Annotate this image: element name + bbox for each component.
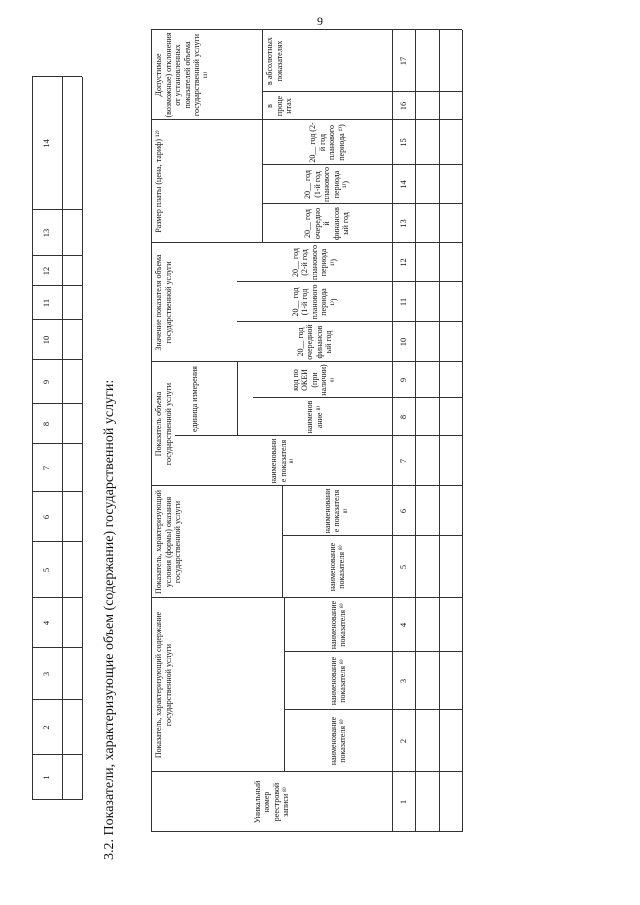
top-table-col-number: 10	[41, 335, 52, 345]
header-indicator-name: наименование показателя ⁸⁾	[328, 656, 347, 706]
column-number: 16	[397, 101, 408, 111]
column-number: 9	[397, 377, 408, 383]
table-rule	[439, 30, 440, 832]
header-conditions-group: Показатель, характеризующий условия (формы) оказания государственной услуги	[154, 489, 182, 595]
header-content-group: Показатель, характеризующий содержание государственной услуги	[154, 611, 173, 759]
column-number: 12	[397, 258, 408, 267]
top-table-col-number: 11	[41, 298, 52, 308]
header-indicator-name: наименование показателя ⁸⁾	[322, 488, 351, 534]
header-fee-year-current: 20__ год очередной финансовый год	[303, 207, 351, 240]
column-number: 13	[397, 219, 408, 228]
top-table-col-number: 14	[41, 139, 52, 148]
header-unit-group: единица измерения	[190, 366, 200, 432]
top-table-col-number: 4	[41, 620, 52, 626]
header-value-year-current: 20__ год очередной финансовый год	[295, 324, 333, 360]
column-number: 2	[397, 738, 408, 744]
header-okei-code: код по ОКЕИ (при наличии) ⁹⁾	[290, 364, 338, 396]
header-indicator-name: наименование показателя ⁸⁾	[328, 600, 347, 650]
header-deviation-absolute: в абсолютных показателях	[265, 37, 284, 85]
header-value-group: Значение показателя объема государственной услуги	[154, 254, 173, 351]
column-number: 11	[397, 297, 408, 307]
header-indicator-name: наименование показателя ⁸⁾	[327, 542, 346, 592]
header-unit-name: наименование ⁸⁾	[305, 400, 324, 434]
header-value-year-2: 20__ год (2-й год планового периода ¹⁾)	[290, 245, 338, 280]
header-fee-group: Размер платы (цена, тариф) ¹²⁾	[154, 130, 163, 233]
header-deviation-percent: в процентах	[265, 95, 293, 117]
column-number: 1	[397, 799, 408, 805]
top-table-col-number: 2	[41, 725, 52, 730]
column-number: 17	[397, 56, 408, 66]
top-table-col-number: 3	[41, 671, 52, 677]
table-rule	[462, 30, 463, 832]
section-heading: 3.2. Показатели, характеризующие объем (содержание) государственной услуги:	[102, 379, 117, 860]
column-number: 5	[397, 564, 408, 570]
header-deviation-group: Допустимые (возможные) отклонения от установленных показателей объема государственной услуги ¹¹⁾	[154, 32, 211, 118]
table-rule	[62, 77, 63, 800]
table-rule	[415, 30, 416, 832]
column-number: 7	[397, 458, 408, 464]
column-number: 10	[397, 337, 408, 347]
header-fee-year-1: 20__ год (1-й год планового периода ¹⁾)	[303, 167, 351, 202]
top-table-col-number: 13	[41, 228, 52, 238]
column-number: 15	[397, 138, 408, 147]
top-table-col-number: 12	[41, 266, 52, 276]
header-fee-year-2: 20__ год (2-й год планового периода ¹⁾)	[308, 122, 346, 163]
column-number: 4	[397, 622, 408, 628]
rotated-page-content	[32, 32, 552, 860]
header-indicator-name: наименование показателя ⁸⁾	[328, 716, 347, 766]
table-rule	[82, 77, 83, 800]
header-value-year-1: 20__ год (1-й год планового периода ¹⁾)	[290, 284, 338, 320]
top-table-col-number: 5	[41, 567, 52, 573]
column-number: 14	[397, 180, 408, 189]
header-unique-number: Уникальный номер реестровой записи ⁸⁾	[252, 780, 290, 824]
page-number: 9	[317, 14, 323, 28]
column-number: 3	[397, 678, 408, 684]
column-number: 6	[397, 508, 408, 514]
top-table-col-number: 7	[41, 465, 52, 471]
column-number: 8	[397, 414, 408, 420]
top-table-col-number: 9	[41, 379, 52, 385]
top-table-col-number: 8	[41, 421, 52, 427]
header-volume-group: Показатель объема государственной услуги	[154, 382, 173, 466]
top-table-col-number: 1	[41, 775, 52, 780]
top-table-col-number: 6	[41, 514, 52, 520]
header-indicator-name: наименование показателя ⁸⁾	[269, 438, 298, 484]
